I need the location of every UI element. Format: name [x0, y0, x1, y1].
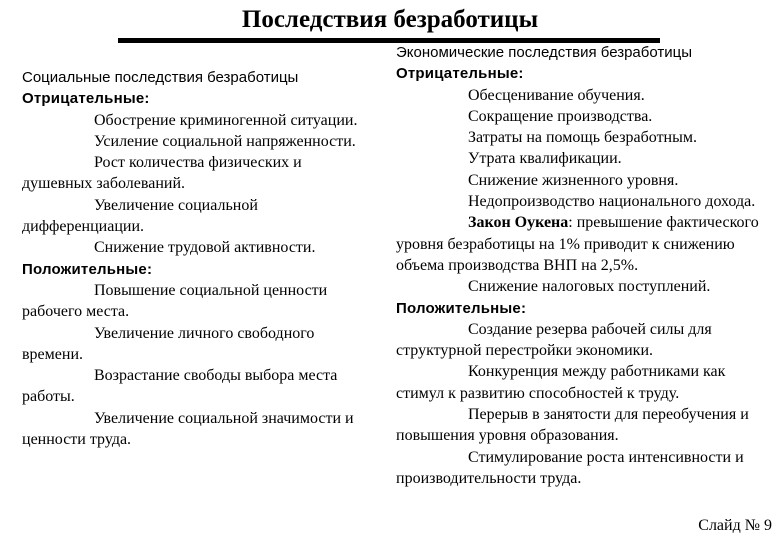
- list-item: Перерыв в занятости для переобучения и повышения уровня образования.: [396, 406, 749, 445]
- list-item: Увеличение личного свободного времени.: [22, 324, 315, 363]
- list-item: Конкуренция между работниками как стимул к развитию способностей к труду.: [396, 363, 726, 402]
- social-negative-label: Отрицательные:: [22, 90, 150, 108]
- list-item: Возрастание свободы выбора места работы.: [22, 367, 338, 406]
- list-item: Снижение жизненного уровня.: [468, 171, 679, 189]
- list-item: Усиление социальной напряженности.: [94, 132, 356, 150]
- economic-negative-label: Отрицательные:: [396, 65, 524, 83]
- list-item: Увеличение социальной дифференциации.: [22, 196, 258, 236]
- list-item: Утрата квалификации.: [468, 150, 622, 168]
- list-item: Создание резерва рабочей силы для структурной перестройки экономики.: [396, 320, 712, 360]
- list-item: Увеличение социальной значимости и ценности труда.: [22, 409, 354, 449]
- social-consequences-column: [22, 67, 372, 450]
- okun-law-text: : превышение фактического уровня безработицы на 1% приводит к снижению объема производства ВНП на 2,5%.: [396, 214, 759, 274]
- economic-consequences-column: [396, 42, 776, 489]
- slide-title: Последствия безработицы: [241, 6, 539, 33]
- list-item: Затраты на помощь безработным.: [468, 129, 697, 147]
- okun-law-item: [396, 212, 776, 276]
- social-heading: Социальные последствия безработицы: [22, 69, 299, 86]
- social-positive-label: Положительные:: [22, 260, 153, 278]
- okun-law-label: Закон Оукена: [468, 214, 569, 232]
- economic-positive-label: Положительные:: [396, 299, 527, 317]
- list-item: Недопроизводство национального дохода.: [468, 193, 756, 211]
- list-item: Стимулирование роста интенсивности и производительности труда.: [396, 448, 744, 487]
- list-item: Снижение трудовой активности.: [94, 239, 316, 257]
- list-item: Повышение социальной ценности рабочего места.: [22, 281, 328, 321]
- list-item: Рост количества физических и душевных заболеваний.: [22, 154, 302, 193]
- list-item: Снижение налоговых поступлений.: [468, 278, 711, 296]
- list-item: Сокращение производства.: [468, 107, 653, 125]
- list-item: Обесценивание обучения.: [468, 86, 645, 104]
- economic-heading: Экономические последствия безработицы: [396, 44, 692, 61]
- list-item: Обострение криминогенной ситуации.: [94, 111, 358, 129]
- slide-number: Слайд № 9: [698, 517, 772, 534]
